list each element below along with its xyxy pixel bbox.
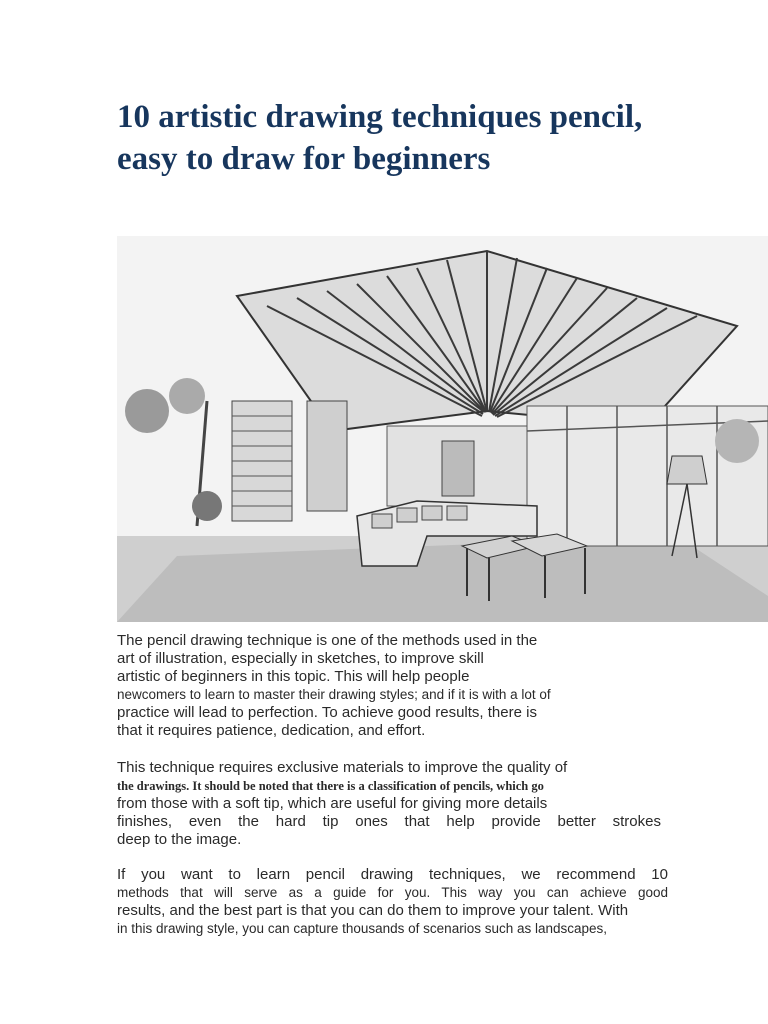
text-line: that it requires patience, dedication, and effort. xyxy=(117,722,426,739)
text-line: newcomers to learn to master their drawing styles; and if it is with a lot of xyxy=(117,687,551,702)
text-line: This technique requires exclusive materials to improve the quality of xyxy=(117,759,568,776)
text-line: the drawings. It should be noted that there is a classification of pencils, which go xyxy=(117,779,544,793)
text-line: in this drawing style, you can capture thousands of scenarios such as landscapes, xyxy=(117,921,608,936)
paragraph-1 xyxy=(117,632,661,740)
text-line: The pencil drawing technique is one of the methods used in the xyxy=(117,632,538,649)
text-line: artistic of beginners in this topic. This will help people xyxy=(117,668,470,685)
article-title: 10 artistic drawing techniques pencil, easy to draw for beginners xyxy=(117,99,643,177)
paragraph-2 xyxy=(117,759,661,849)
sketch-svg xyxy=(117,236,768,622)
text-line: deep to the image. xyxy=(117,831,242,848)
text-line: from those with a soft tip, which are useful for giving more details xyxy=(117,795,548,812)
text-line: finishes, even the hard tip ones that help provide better strokes xyxy=(117,813,661,830)
paragraph-3 xyxy=(117,866,668,938)
text-line: results, and the best part is that you can do them to improve your talent. With xyxy=(117,902,629,919)
text-line: art of illustration, especially in sketches, to improve skill xyxy=(117,650,484,667)
text-line: practice will lead to perfection. To achieve good results, there is xyxy=(117,704,537,721)
text-line: If you want to learn pencil drawing techniques, we recommend 10 xyxy=(117,866,668,883)
text-line: methods that will serve as a guide for you. This way you can achieve good xyxy=(117,885,668,900)
pencil-sketch-illustration xyxy=(117,236,768,622)
